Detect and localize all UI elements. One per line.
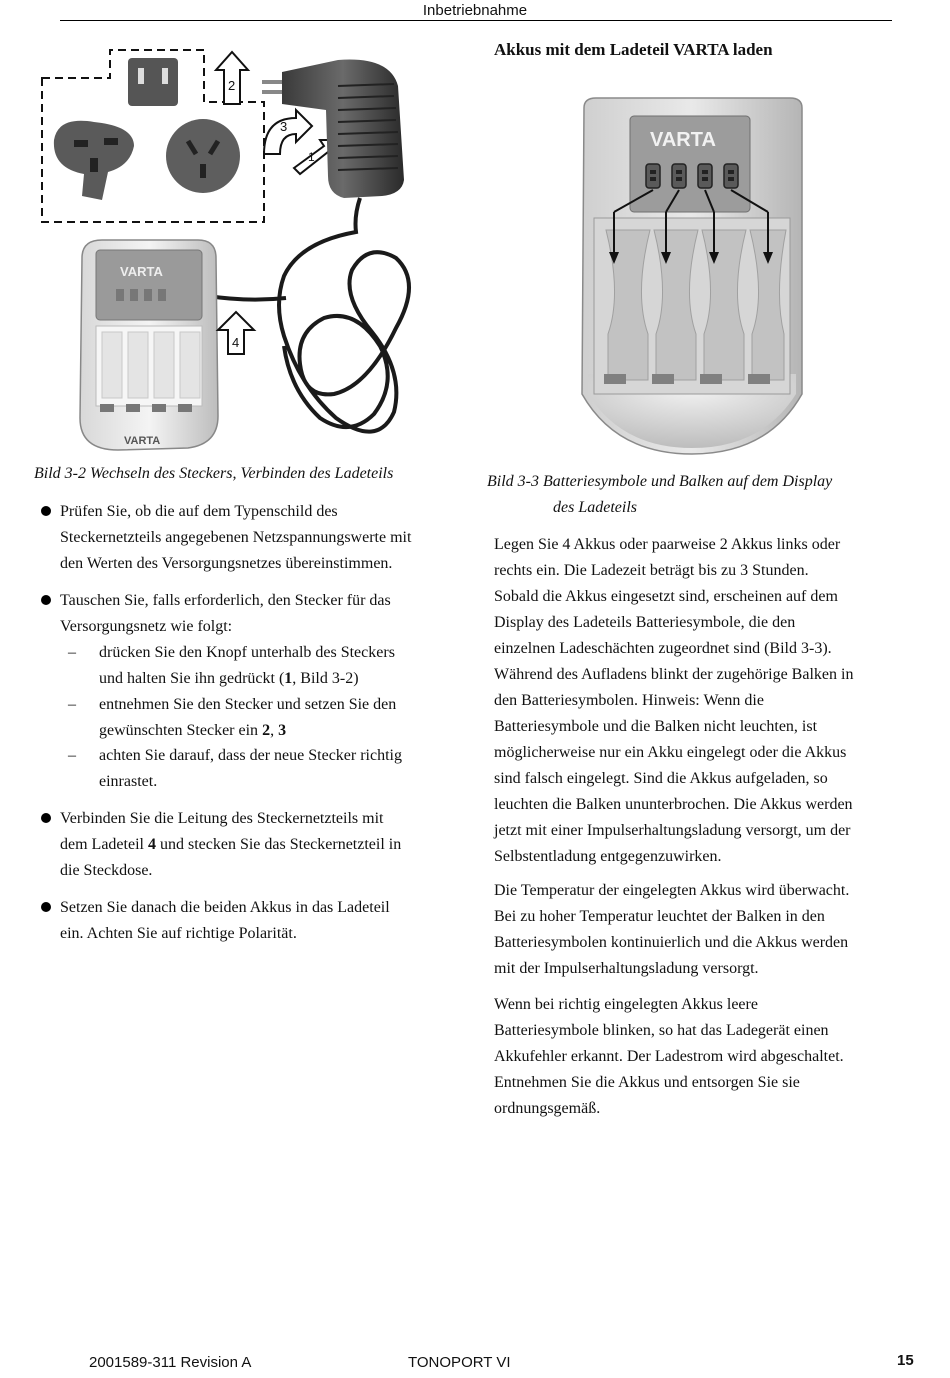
au-adapter [166, 119, 240, 193]
paragraph-2: Die Temperatur der eingelegten Akkus wird überwacht. Bei zu hoher Temperatur leuchtet der Balken in den Batteriesymbolen kontinuierlich und die Akkus werden mit der Impulserhaltungsladung versorgt. [494, 882, 850, 977]
section-heading: Akkus mit dem Ladeteil VARTA laden [494, 40, 773, 59]
bullet-3-dot [41, 813, 51, 823]
dash-2-mark: – [68, 696, 76, 713]
arrow-3 [264, 110, 312, 154]
brand-top: VARTA [120, 264, 163, 279]
charger-illustration [38, 46, 448, 458]
us-adapter [128, 58, 178, 106]
dash-1-mark: – [68, 644, 76, 661]
dash-item-2: entnehmen Sie den Stecker und setzen Sie den gewünschten Stecker ein 2, 3 [99, 696, 397, 739]
brand-bottom: VARTA [124, 435, 161, 447]
charger-display [96, 250, 202, 320]
figure-plug-and-charger [38, 46, 448, 458]
bullet-1-dot [41, 506, 51, 516]
paragraph-3: Wenn bei richtig eingelegten Akkus leere Batteriesymbole blinken, so hat das Ladegerät einen Akkufehler erkannt. Der Ladestrom wird abgeschaltet. Entnehmen Sie die Akkus und entsorgen Sie sie ordnungsgemäß. [494, 996, 844, 1117]
bullet-2: Tauschen Sie, falls erforderlich, den Stecker für das Versorgungsnetz wie folgt: [60, 592, 391, 635]
header-rule [60, 20, 892, 21]
paragraph-1: Legen Sie 4 Akkus oder paarweise 2 Akkus links oder rechts ein. Die Ladezeit beträgt bis zu 3 Stunden. Sobald die Akkus eingesetzt sind, erscheinen auf dem Display des Ladeteils Batteriesymbole, die den einzelnen Ladeschächten zugeordnet sind (Bild 3-3). Während des Aufladens blinkt der zugehörige Balken in den Batteriesymbolen. Hinweis: Wenn die Batteriesymbole und die Balken nicht leuchten, ist möglicherweise nur ein Akku eingelegt oder die Akkus sind falsch eingelegt. Sind die Akkus aufgeladen, so leuchten die Balken ununterbrochen. Die Akkus werden jetzt mit einer Impulserhaltungsladung versorgt, um der Selbstentladung entgegenzuwirken. [494, 536, 854, 865]
figure-display-symbols [578, 94, 806, 456]
bullet-4: Setzen Sie danach die beiden Akkus in das Ladeteil ein. Achten Sie auf richtige Polarität. [60, 899, 390, 942]
page-number: 15 [897, 1352, 914, 1369]
figure-caption-left: Bild 3-2 Wechseln des Steckers, Verbinden des Ladeteils [34, 465, 394, 482]
figure-caption-right-line1: Bild 3-3 Batteriesymbole und Balken auf dem Display [487, 473, 833, 490]
label-4: 4 [232, 335, 240, 350]
bullet-1: Prüfen Sie, ob die auf dem Typenschild des Steckernetzteils angegebenen Netzspannungswerte mit den Werten des Versorgungsnetzes übereinstimmen. [60, 503, 412, 572]
display-illustration [578, 94, 806, 456]
dash-item-3: achten Sie darauf, dass der neue Stecker richtig einrastet. [99, 747, 402, 790]
display-brand: VARTA [650, 129, 716, 151]
label-2: 2 [228, 78, 236, 93]
page-header: Inbetriebnahme [422, 2, 528, 19]
bullet-4-dot [41, 902, 51, 912]
label-1: 1 [308, 150, 315, 164]
figure-caption-right-line2: des Ladeteils [553, 499, 637, 516]
label-3: 3 [280, 119, 288, 134]
dash-item-1: drücken Sie den Knopf unterhalb des Steckers und halten Sie ihn gedrückt (1, Bild 3-2) [99, 644, 395, 687]
footer-product: TONOPORT VI [408, 1354, 511, 1371]
dash-3-mark: – [68, 747, 76, 764]
bullet-3: Verbinden Sie die Leitung des Steckernetzteils mit dem Ladeteil 4 und stecken Sie das Steckernetzteil in die Steckdose. [60, 810, 402, 879]
bullet-2-dot [41, 595, 51, 605]
footer-doc-id: 2001589-311 Revision A [89, 1354, 252, 1371]
